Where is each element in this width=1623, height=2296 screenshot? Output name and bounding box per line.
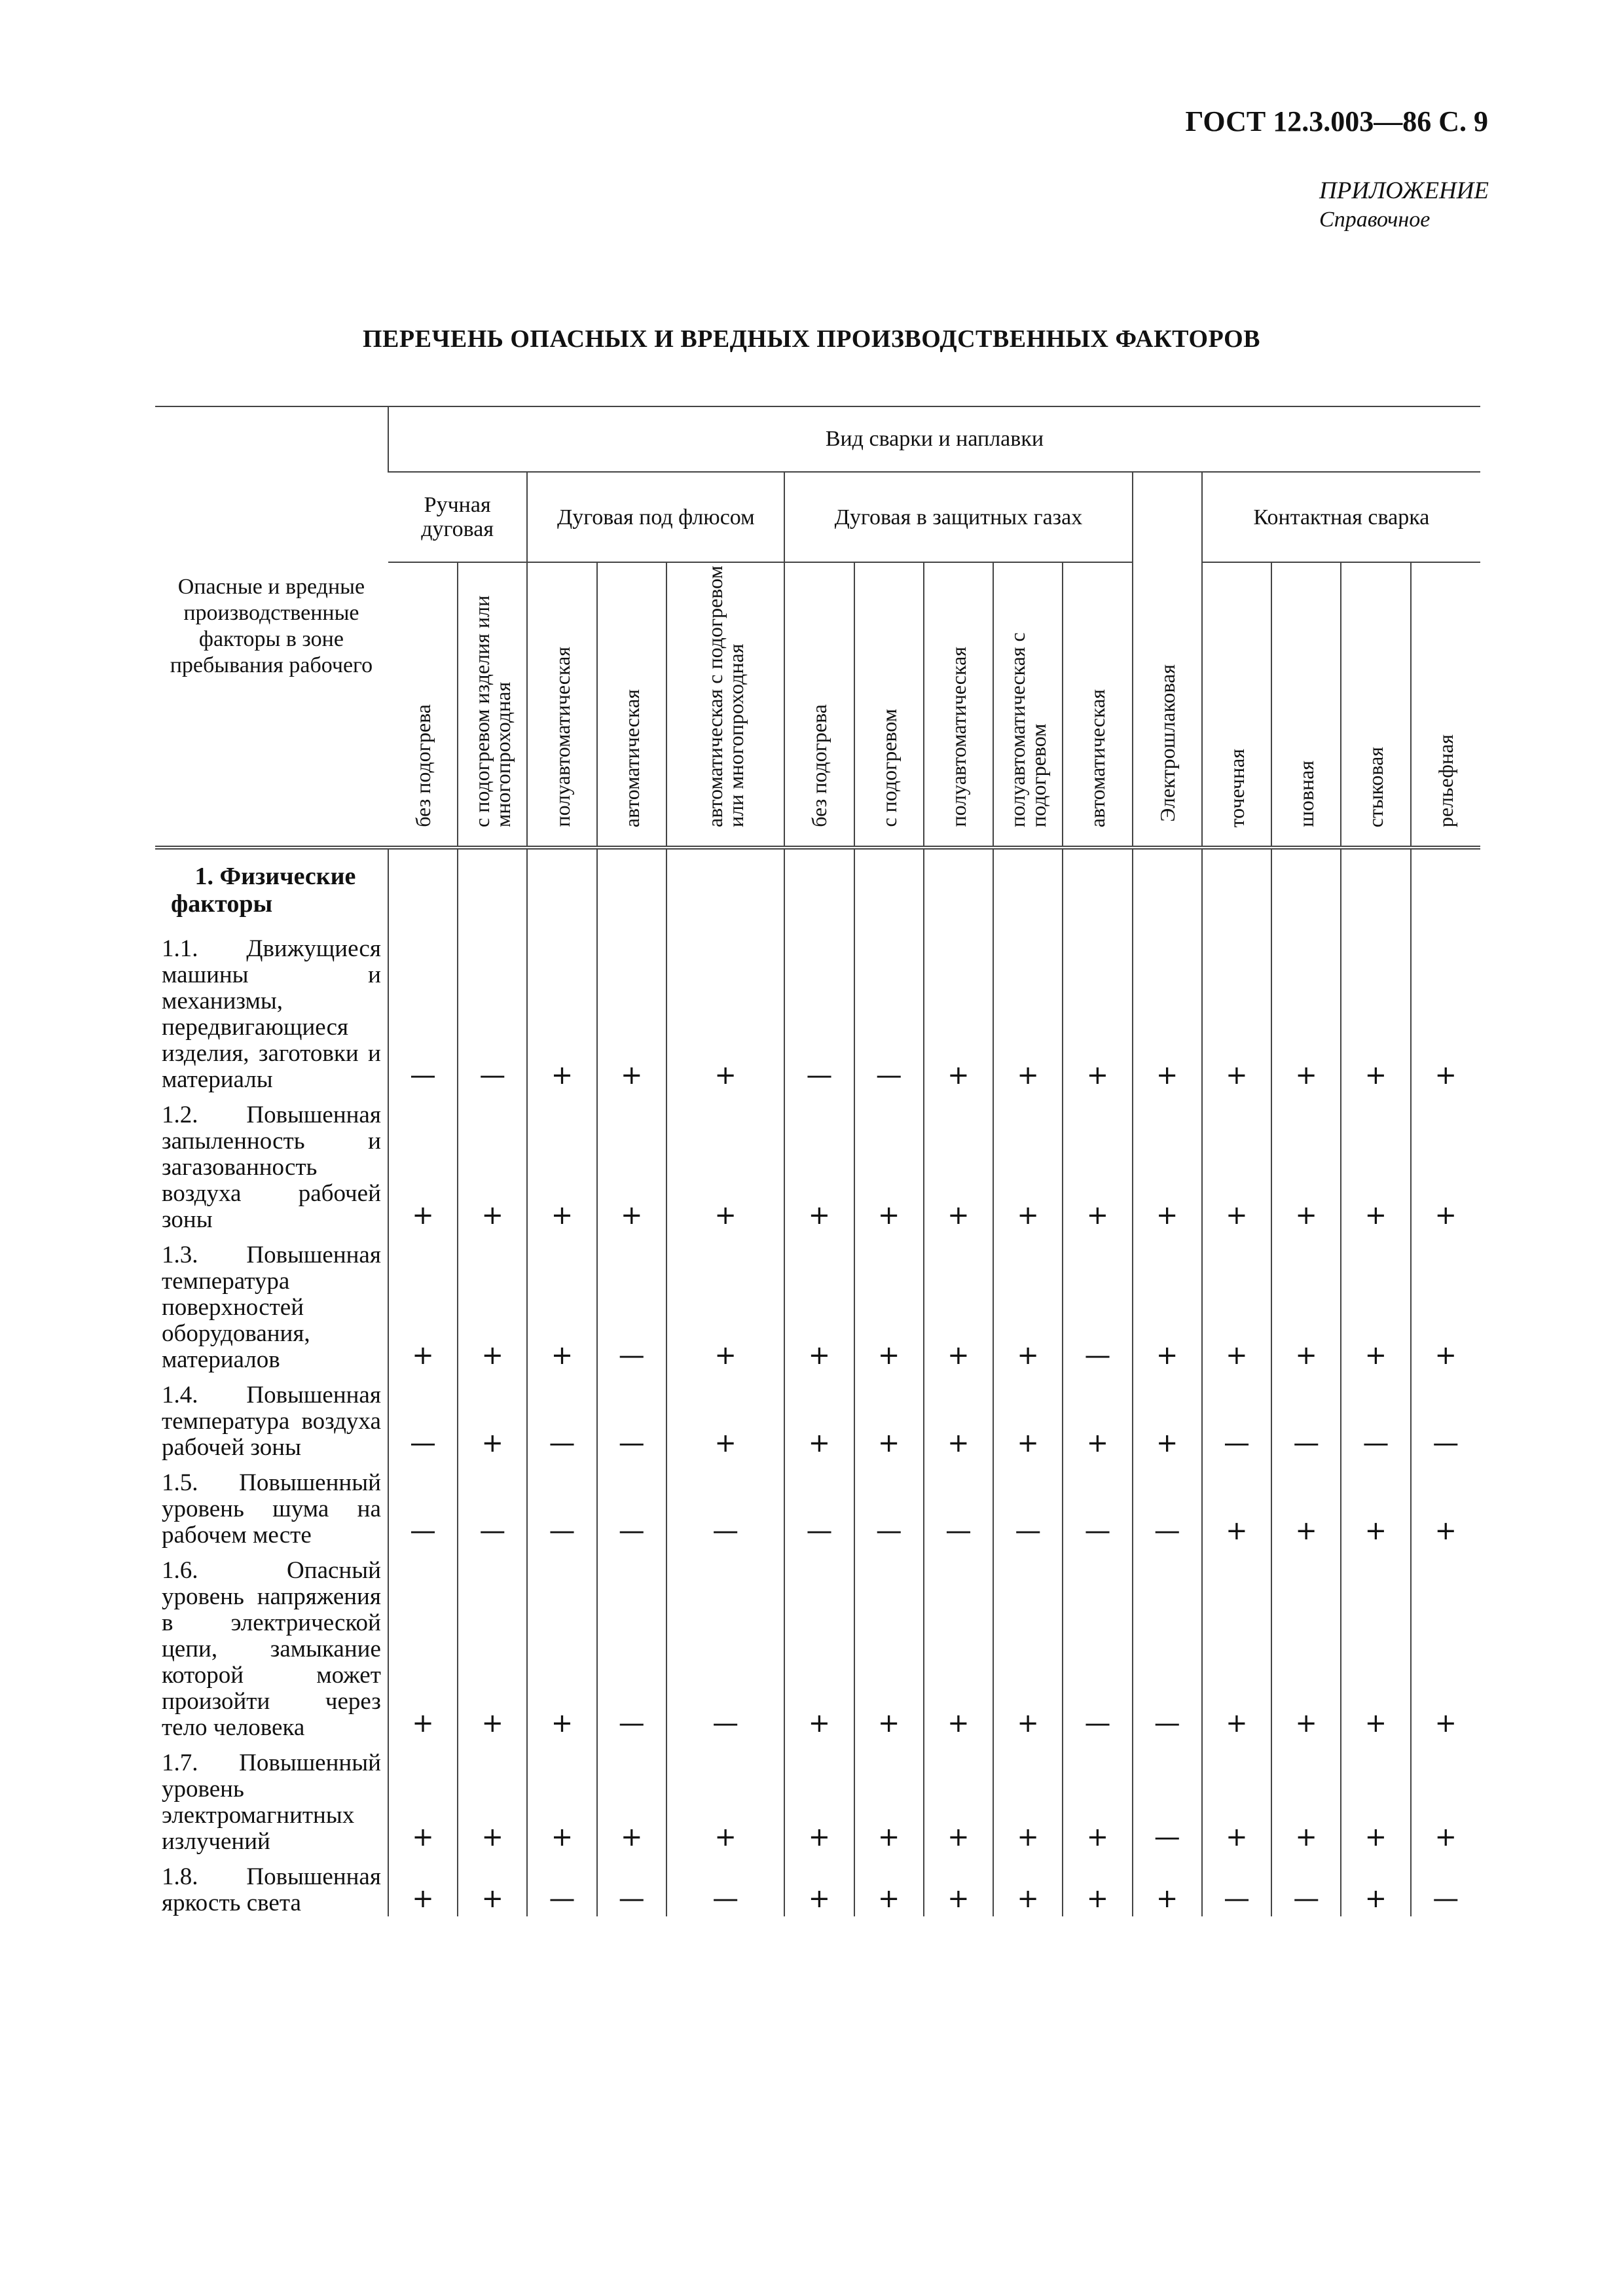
page-code: ГОСТ 12.3.003—86 С. 9 — [1185, 105, 1488, 137]
mark-cell: + — [1411, 1233, 1480, 1373]
column-header-gas-preheat — [854, 562, 924, 848]
factor-label: 1.7. Повышенный уровень электромагнитных излучений — [162, 1749, 381, 1855]
mark-cell: + — [458, 1741, 527, 1855]
mark-cell: + — [458, 1855, 527, 1916]
mark-cell: — — [1063, 1461, 1132, 1549]
mark-cell: — — [388, 1373, 458, 1461]
mark-cell: + — [1341, 1549, 1410, 1741]
mark-cell: + — [666, 927, 784, 1093]
column-label: автоматическая с подогревом или многопроходная — [703, 565, 748, 827]
mark-cell: + — [1063, 1373, 1132, 1461]
mark-cell: + — [527, 1233, 596, 1373]
table-row — [155, 1093, 1480, 1233]
column-label: без подогрева — [807, 704, 831, 827]
mark-cell: — — [854, 1461, 924, 1549]
factor-label: 1.2. Повышенная запыленность и загазованность воздуха рабочей зоны — [162, 1102, 381, 1233]
column-header-butt — [1341, 562, 1410, 848]
mark-cell: + — [924, 1093, 993, 1233]
column-header-submerged-semi — [527, 562, 596, 848]
column-header-submerged-auto — [597, 562, 666, 848]
mark-cell: + — [1202, 927, 1271, 1093]
column-label: рельефная — [1434, 734, 1458, 827]
column-label: с подогревом — [877, 709, 901, 827]
mark-cell: + — [1341, 1461, 1410, 1549]
mark-cell: — — [597, 1373, 666, 1461]
mark-cell: — — [784, 1461, 854, 1549]
table-row — [155, 1461, 1480, 1549]
column-label: стыковая — [1364, 746, 1388, 827]
mark-cell: + — [1271, 1093, 1341, 1233]
group-header-submerged-arc: Дуговая под флюсом — [527, 472, 784, 562]
mark-cell: + — [458, 1093, 527, 1233]
mark-cell: + — [1202, 1549, 1271, 1741]
mark-cell: — — [597, 1233, 666, 1373]
mark-cell: — — [666, 1461, 784, 1549]
mark-cell: + — [458, 1549, 527, 1741]
mark-cell: + — [924, 1741, 993, 1855]
mark-cell: + — [1271, 1461, 1341, 1549]
mark-cell: + — [388, 1233, 458, 1373]
mark-cell: + — [1341, 1855, 1410, 1916]
mark-cell: — — [924, 1461, 993, 1549]
mark-cell: + — [1202, 1741, 1271, 1855]
table-row — [155, 1549, 1480, 1741]
factors-table — [155, 406, 1480, 1916]
mark-cell: + — [854, 1855, 924, 1916]
mark-cell: — — [666, 1549, 784, 1741]
mark-cell: + — [1133, 1233, 1202, 1373]
section-title: 1. Физические факторы — [171, 863, 356, 918]
column-label: точечная — [1224, 748, 1249, 827]
column-header-gas-no-preheat — [784, 562, 854, 848]
mark-cell: + — [993, 1093, 1063, 1233]
mark-cell: + — [854, 1549, 924, 1741]
mark-cell: + — [1411, 1741, 1480, 1855]
table-row — [155, 1855, 1480, 1916]
table-row — [155, 1233, 1480, 1373]
mark-cell: + — [1411, 1093, 1480, 1233]
mark-cell: — — [993, 1461, 1063, 1549]
mark-cell: — — [388, 927, 458, 1093]
mark-cell: + — [854, 1233, 924, 1373]
column-label: шовная — [1294, 761, 1319, 827]
group-header-gas-shielded: Дуговая в защитных газах — [784, 472, 1132, 562]
group-header-resistance: Контактная сварка — [1202, 472, 1480, 562]
factor-label: 1.5. Повышенный уровень шума на рабочем месте — [162, 1469, 381, 1549]
mark-cell: + — [597, 927, 666, 1093]
table-row — [155, 927, 1480, 1093]
mark-cell: — — [1411, 1373, 1480, 1461]
column-header-gas-semi — [924, 562, 993, 848]
mark-cell: + — [1341, 1741, 1410, 1855]
column-header-manual-no-preheat — [388, 562, 458, 848]
mark-cell: + — [993, 1233, 1063, 1373]
mark-cell: — — [1411, 1855, 1480, 1916]
mark-cell: — — [1063, 1549, 1132, 1741]
mark-cell: + — [388, 1855, 458, 1916]
mark-cell: + — [1271, 1549, 1341, 1741]
table-row — [155, 1741, 1480, 1855]
mark-cell: + — [924, 1855, 993, 1916]
mark-cell: + — [854, 1741, 924, 1855]
mark-cell: + — [597, 1741, 666, 1855]
mark-cell: + — [527, 1549, 596, 1741]
mark-cell: — — [1133, 1741, 1202, 1855]
group-header-manual-arc: Ручная дуговая — [388, 472, 528, 562]
mark-cell: — — [1133, 1461, 1202, 1549]
mark-cell: + — [527, 927, 596, 1093]
mark-cell: + — [388, 1093, 458, 1233]
mark-cell: + — [784, 1373, 854, 1461]
mark-cell: — — [1341, 1373, 1410, 1461]
column-header-gas-semi-preheat — [993, 562, 1063, 848]
mark-cell: + — [993, 1741, 1063, 1855]
mark-cell: + — [666, 1373, 784, 1461]
mark-cell: + — [1341, 1093, 1410, 1233]
mark-cell: + — [1411, 1549, 1480, 1741]
mark-cell: + — [993, 1549, 1063, 1741]
appendix-label: ПРИЛОЖЕНИЕ — [1319, 177, 1489, 204]
mark-cell: + — [784, 1093, 854, 1233]
mark-cell: + — [1411, 1461, 1480, 1549]
mark-cell: + — [1411, 927, 1480, 1093]
mark-cell: + — [527, 1741, 596, 1855]
mark-cell: — — [1063, 1233, 1132, 1373]
column-header-submerged-auto-preheat — [666, 562, 784, 848]
column-label: полуавтоматическая с подогревом — [1006, 632, 1051, 827]
mark-cell: + — [666, 1741, 784, 1855]
column-header-electroslag — [1133, 472, 1202, 848]
mark-cell: — — [854, 927, 924, 1093]
column-header-manual-preheat — [458, 562, 527, 848]
column-label: полуавтоматическая — [946, 647, 970, 827]
mark-cell: + — [1133, 1855, 1202, 1916]
mark-cell: + — [993, 1373, 1063, 1461]
factor-label: 1.3. Повышенная температура поверхностей оборудования, материалов — [162, 1242, 381, 1373]
factor-label: 1.8. Повышенная яркость света — [162, 1863, 381, 1916]
column-label: автоматическая — [619, 689, 644, 827]
mark-cell: — — [1202, 1373, 1271, 1461]
mark-cell: + — [1271, 1233, 1341, 1373]
mark-cell: + — [993, 927, 1063, 1093]
column-header-seam — [1271, 562, 1341, 848]
factors-header-text: Опасные и вредные производственные факторы в зоне пребывания рабочего — [170, 575, 373, 677]
column-label: Электрошлаковая — [1155, 664, 1179, 822]
mark-cell: — — [527, 1855, 596, 1916]
mark-cell: — — [458, 1461, 527, 1549]
mark-cell: + — [1063, 1855, 1132, 1916]
mark-cell: + — [784, 1741, 854, 1855]
factor-label: 1.4. Повышенная температура воздуха рабочей зоны — [162, 1382, 381, 1461]
mark-cell: + — [924, 1373, 993, 1461]
mark-cell: + — [666, 1093, 784, 1233]
mark-cell: + — [458, 1373, 527, 1461]
appendix-type: Справочное — [1319, 207, 1431, 232]
mark-cell: + — [924, 927, 993, 1093]
column-header-spot — [1202, 562, 1271, 848]
mark-cell: + — [388, 1549, 458, 1741]
mark-cell: — — [1271, 1373, 1341, 1461]
mark-cell: + — [1133, 927, 1202, 1093]
mark-cell: + — [854, 1373, 924, 1461]
mark-cell: — — [458, 927, 527, 1093]
mark-cell: + — [1133, 1373, 1202, 1461]
mark-cell: + — [924, 1233, 993, 1373]
mark-cell: + — [1271, 927, 1341, 1093]
mark-cell: — — [666, 1855, 784, 1916]
mark-cell: + — [784, 1855, 854, 1916]
mark-cell: — — [1271, 1855, 1341, 1916]
column-label: полуавтоматическая — [550, 647, 574, 827]
appendix-block — [1319, 177, 1489, 234]
column-header-gas-auto — [1063, 562, 1132, 848]
mark-cell: + — [784, 1233, 854, 1373]
mark-cell: — — [1202, 1855, 1271, 1916]
mark-cell: + — [458, 1233, 527, 1373]
mark-cell: — — [527, 1373, 596, 1461]
document-title: ПЕРЕЧЕНЬ ОПАСНЫХ И ВРЕДНЫХ ПРОИЗВОДСТВЕННЫХ ФАКТОРОВ — [363, 325, 1260, 353]
mark-cell: + — [1133, 1093, 1202, 1233]
mark-cell: — — [597, 1461, 666, 1549]
mark-cell: — — [527, 1461, 596, 1549]
mark-cell: + — [993, 1855, 1063, 1916]
mark-cell: + — [1271, 1741, 1341, 1855]
mark-cell: — — [597, 1549, 666, 1741]
column-label: автоматическая — [1085, 689, 1110, 827]
mark-cell: + — [1063, 1741, 1132, 1855]
mark-cell: + — [1202, 1093, 1271, 1233]
mark-cell: + — [924, 1549, 993, 1741]
mark-cell: — — [1133, 1549, 1202, 1741]
mark-cell: — — [597, 1855, 666, 1916]
mark-cell: + — [666, 1233, 784, 1373]
mark-cell: + — [1063, 1093, 1132, 1233]
mark-cell: + — [1063, 927, 1132, 1093]
mark-cell: + — [1341, 927, 1410, 1093]
section-row — [155, 848, 1480, 927]
mark-cell: + — [784, 1549, 854, 1741]
factor-label: 1.1. Движущиеся машины и механизмы, передвигающиеся изделия, заготовки и материалы — [162, 935, 381, 1093]
table-row — [155, 1373, 1480, 1461]
factor-label: 1.6. Опасный уровень напряжения в электрической цепи, замыкание которой может произойти через тело человека — [162, 1557, 381, 1741]
factors-column-header — [155, 406, 388, 848]
column-label: без подогрева — [410, 704, 435, 827]
mark-cell: + — [1341, 1233, 1410, 1373]
mark-cell: + — [1202, 1233, 1271, 1373]
welding-type-header: Вид сварки и наплавки — [388, 406, 1480, 472]
mark-cell: + — [527, 1093, 596, 1233]
column-header-projection — [1411, 562, 1480, 848]
mark-cell: + — [1202, 1461, 1271, 1549]
mark-cell: + — [854, 1093, 924, 1233]
mark-cell: + — [597, 1093, 666, 1233]
mark-cell: + — [388, 1741, 458, 1855]
mark-cell: — — [784, 927, 854, 1093]
column-label: с подогревом изделия или многопроходная — [470, 595, 515, 827]
mark-cell: — — [388, 1461, 458, 1549]
